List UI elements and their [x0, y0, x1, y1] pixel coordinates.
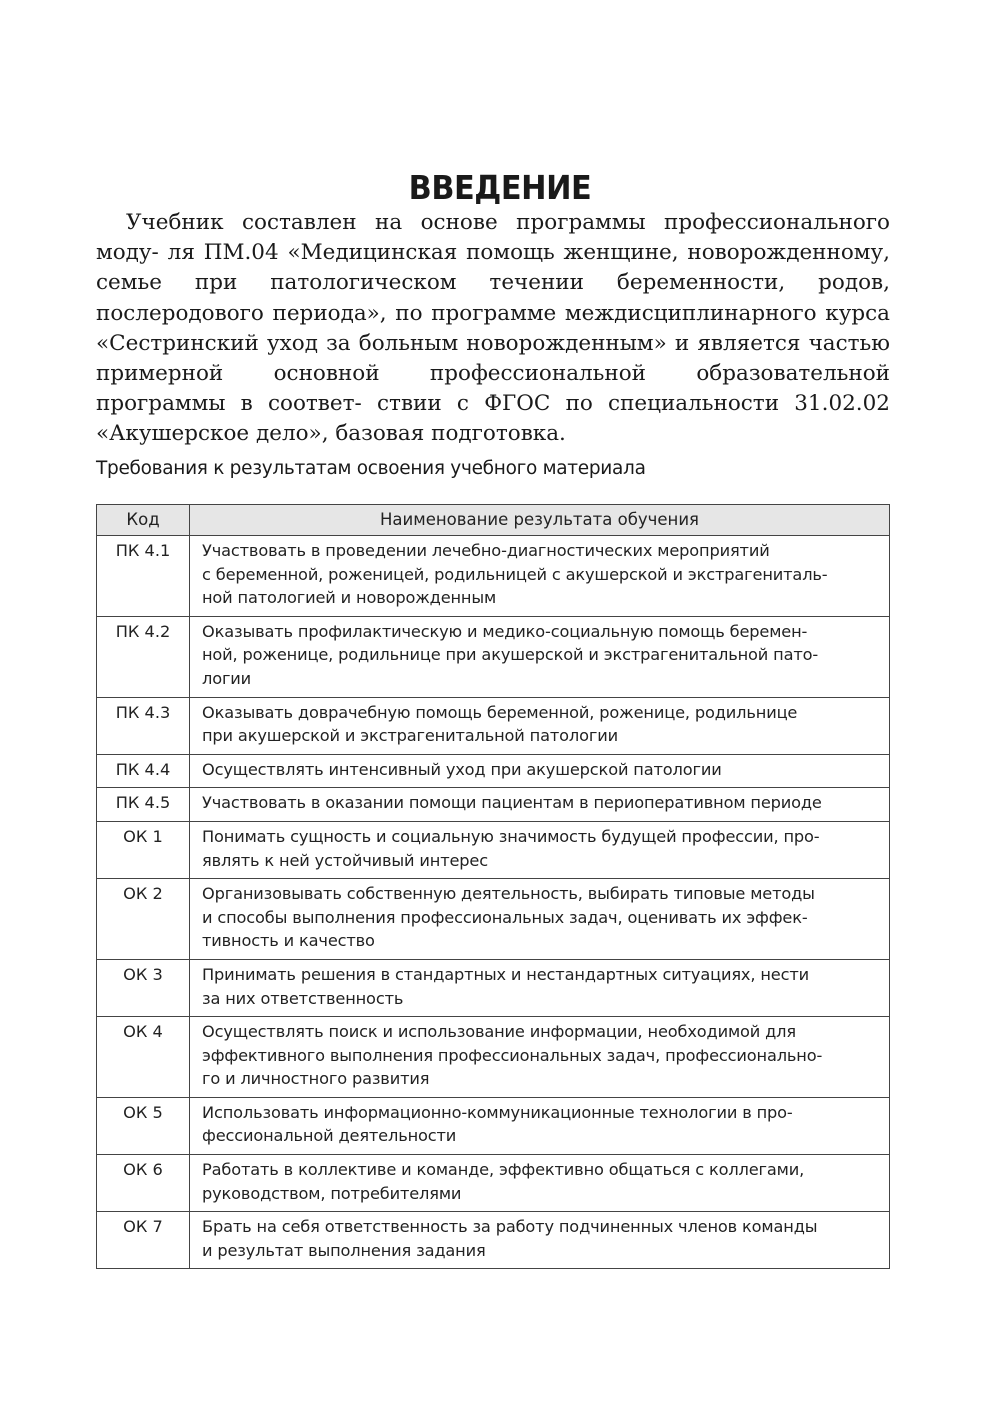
description-line: являть к ней устойчивый интерес [202, 850, 488, 870]
description-line: Участвовать в оказании помощи пациентам в периоперативном периоде [202, 793, 822, 813]
description-line: Принимать решения в стандартных и нестандартных ситуациях, нести [202, 964, 809, 984]
table-row [97, 821, 890, 878]
description-line: Брать на себя ответственность за работу подчиненных членов команды [202, 1217, 818, 1237]
table-row [97, 697, 890, 754]
table-row [97, 1155, 890, 1212]
description-line: Оказывать доврачебную помощь беременной, роженице, родильнице [202, 702, 798, 722]
row-description [190, 959, 890, 1016]
intro-line: периода», по программе междисциплинарного курса «Сестринский [96, 300, 890, 356]
table-row [97, 788, 890, 822]
description-line: с беременной, роженицей, родильницей с акушерской и экстрагениталь- [202, 564, 828, 584]
description-line: Понимать сущность и социальную значимость будущей профессии, про- [202, 826, 820, 846]
description-line: Работать в коллективе и команде, эффективно общаться с коллегами, [202, 1160, 805, 1180]
row-code: ОК 5 [97, 1097, 190, 1154]
row-description [190, 1097, 890, 1154]
description-line: и результат выполнения задания [202, 1240, 486, 1260]
learning-results-table [96, 504, 890, 1269]
intro-line: Учебник составлен на основе программы профессионального моду- [96, 210, 890, 266]
row-code: ОК 3 [97, 959, 190, 1016]
table-row [97, 536, 890, 617]
description-line: фессиональной деятельности [202, 1126, 457, 1146]
intro-line: подготовка. [431, 421, 566, 447]
table-row [97, 959, 890, 1016]
description-line: ной патологией и новорожденным [202, 588, 497, 608]
row-description [190, 1017, 890, 1098]
description-line: Осуществлять интенсивный уход при акушерской патологии [202, 759, 722, 779]
table-row [97, 1017, 890, 1098]
description-line: Организовывать собственную деятельность, выбирать типовые методы [202, 884, 815, 904]
row-code: ОК 1 [97, 821, 190, 878]
row-description [190, 697, 890, 754]
row-code: ПК 4.2 [97, 616, 190, 697]
intro-line: основной профессиональной образовательной программы в соответ- [96, 361, 890, 417]
row-code: ОК 7 [97, 1212, 190, 1269]
description-line: ной, роженице, родильнице при акушерской и экстрагенитальной пато- [202, 645, 819, 665]
description-line: Участвовать в проведении лечебно-диагностических мероприятий [202, 541, 770, 560]
description-line: и способы выполнения профессиональных задач, оценивать их эффек- [202, 907, 808, 927]
description-line: Оказывать профилактическую и медико-социальную помощь беремен- [202, 621, 808, 641]
code-column-header: Код [97, 505, 190, 536]
table-row [97, 1097, 890, 1154]
table-row [97, 879, 890, 960]
description-line: го и личностного развития [202, 1069, 430, 1089]
table-title: Требования к результатам освоения учебного материала [96, 458, 646, 479]
table-row [97, 754, 890, 788]
row-code: ОК 4 [97, 1017, 190, 1098]
row-description [190, 1155, 890, 1212]
row-description [190, 1212, 890, 1269]
page-title: ВВЕДЕНИЕ [408, 168, 592, 208]
row-code: ПК 4.1 [97, 536, 190, 617]
intro-paragraph [96, 208, 890, 450]
table-header-row [97, 505, 890, 536]
row-code: ОК 2 [97, 879, 190, 960]
row-description [190, 754, 890, 788]
table-row [97, 1212, 890, 1269]
row-code: ПК 4.3 [97, 697, 190, 754]
description-line: при акушерской и экстрагенитальной патологии [202, 726, 618, 746]
description-line: Осуществлять поиск и использование информации, необходимой для [202, 1022, 796, 1042]
description-line: логии [202, 668, 252, 688]
description-line: Использовать информационно-коммуникационные технологии в про- [202, 1102, 793, 1122]
description-line: за них ответственность [202, 988, 404, 1008]
row-description [190, 821, 890, 878]
row-code: ПК 4.4 [97, 754, 190, 788]
description-line: руководством, потребителями [202, 1183, 462, 1203]
intro-line: ля ПМ.04 «Медицинская помощь женщине, новорожденному, семье [96, 240, 890, 296]
intro-line: уход за больным новорожденным» и является частью примерной [96, 330, 890, 387]
row-description [190, 788, 890, 822]
row-description [190, 536, 890, 617]
row-code: ПК 4.5 [97, 788, 190, 822]
row-description [190, 879, 890, 960]
result-column-header: Наименование результата обучения [190, 505, 890, 536]
row-code: ОК 6 [97, 1155, 190, 1212]
description-line: тивность и качество [202, 931, 375, 951]
intro-line: при патологическом течении беременности, родов, послеродового [96, 270, 890, 326]
description-line: эффективного выполнения профессиональных задач, профессионально- [202, 1045, 823, 1065]
row-description [190, 616, 890, 697]
intro-line: ствии с ФГОС по специальности 31.02.02 «Акушерское дело», базовая [96, 391, 890, 447]
table-row [97, 616, 890, 697]
